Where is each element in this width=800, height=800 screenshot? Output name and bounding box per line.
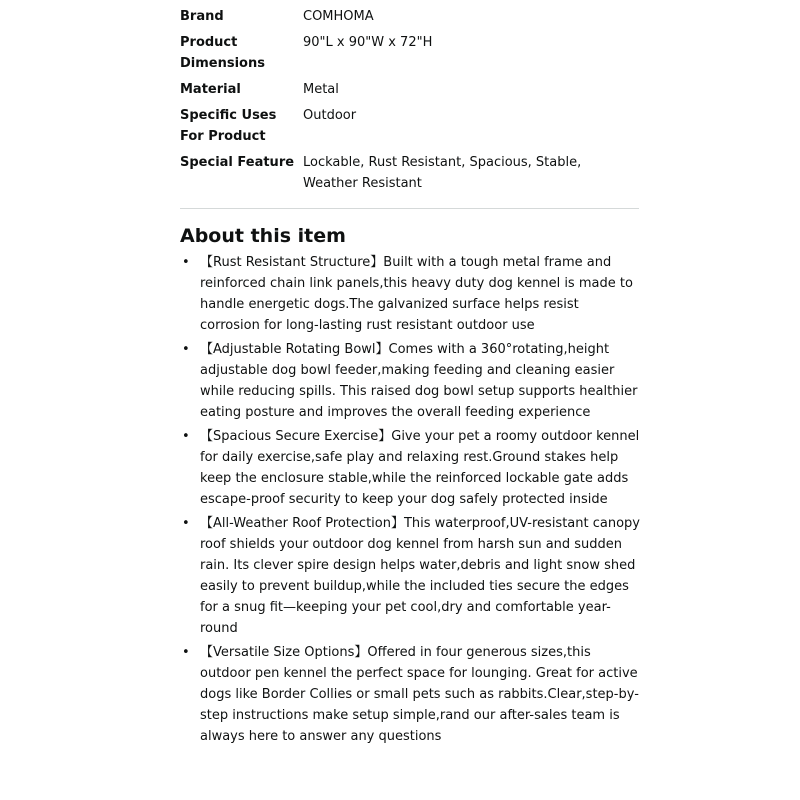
bullet-text: 【Versatile Size Options】Offered in four generous sizes,this outdoor pen kennel the perfect space for lounging. Great for active dogs like Border Collies or small pets such as rabbits.Clear,step-by-step instructions make setup simple,rand our after-sales team is always here to answer any questions xyxy=(200,645,639,744)
spec-label: Special Feature xyxy=(180,155,295,170)
bullet-icon: • xyxy=(182,429,190,444)
bullet-text: 【All-Weather Roof Protection】This waterproof,UV-resistant canopy roof shields your outdoor dog kennel from harsh sun and sudden rain. Its clever spire design helps water,debris and light snow shed easily to prevent buildup,while the included ties secure the edges for a snug fit—keeping your pet cool,dry and comfortable year-round xyxy=(200,516,640,636)
spec-value: Outdoor xyxy=(303,108,357,123)
spec-row-material xyxy=(180,79,640,100)
spec-row-dimensions xyxy=(180,32,640,74)
spec-row-brand xyxy=(180,6,640,27)
list-item xyxy=(180,513,640,639)
about-section-title: About this item xyxy=(180,225,346,247)
spec-row-specific-uses xyxy=(180,105,640,147)
spec-label: Brand xyxy=(180,9,224,24)
list-item xyxy=(180,642,640,747)
bullet-text: 【Adjustable Rotating Bowl】Comes with a 360°rotating,height adjustable dog bowl feeder,making feeding and cleaning easier while reducing spills. This raised dog bowl setup supports healthier eating posture and improves the overall feeding experience xyxy=(200,342,638,420)
spec-label: Product Dimensions xyxy=(180,35,265,71)
spec-row-special-feature xyxy=(180,152,640,194)
spec-label: Material xyxy=(180,82,241,97)
bullet-icon: • xyxy=(182,516,190,531)
list-item xyxy=(180,339,640,423)
section-divider xyxy=(180,208,639,209)
bullet-icon: • xyxy=(182,645,190,660)
spec-value: 90"L x 90"W x 72"H xyxy=(303,35,433,50)
list-item xyxy=(180,426,640,510)
spec-value: COMHOMA xyxy=(303,9,374,24)
bullet-text: 【Rust Resistant Structure】Built with a tough metal frame and reinforced chain link panels,this heavy duty dog kennel is made to handle energetic dogs.The galvanized surface helps resist corrosion for long-lasting rust resistant outdoor use xyxy=(200,255,633,333)
spec-value: Metal xyxy=(303,82,339,97)
bullet-text: 【Spacious Secure Exercise】Give your pet a roomy outdoor kennel for daily exercise,safe play and relaxing rest.Ground stakes help keep the enclosure stable,while the reinforced lockable gate adds escape-proof security to keep your dog safely protected inside xyxy=(200,429,640,507)
product-specs-table xyxy=(180,6,640,199)
bullet-icon: • xyxy=(182,255,190,270)
spec-value: Lockable, Rust Resistant, Spacious, Stable, Weather Resistant xyxy=(303,155,582,191)
spec-label: Specific Uses For Product xyxy=(180,108,277,144)
bullet-icon: • xyxy=(182,342,190,357)
about-bullet-list xyxy=(180,252,640,750)
list-item xyxy=(180,252,640,336)
